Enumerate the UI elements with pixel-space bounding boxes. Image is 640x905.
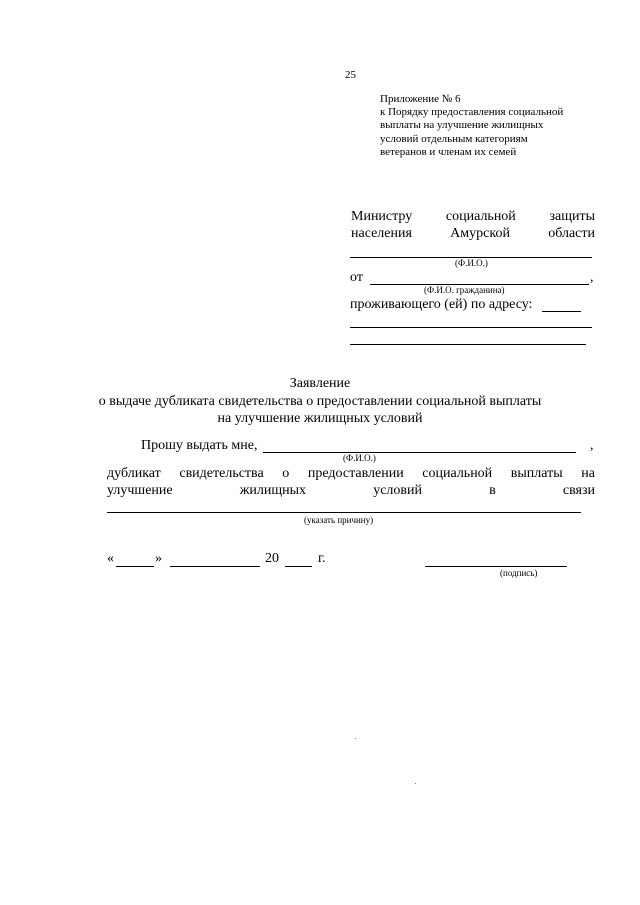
appendix-line: выплаты на улучшение жилищных — [380, 119, 544, 132]
appendix-line: ветеранов и членам их семей — [380, 145, 517, 158]
scan-speck — [415, 783, 416, 784]
body-word: свидетельства — [179, 466, 264, 481]
body-row-1 — [107, 466, 595, 482]
document-title: Заявление — [289, 376, 351, 391]
residing-label: проживающего (ей) по адресу: — [350, 297, 533, 312]
date-day-line[interactable] — [116, 566, 154, 567]
addressee-fio-caption: (Ф.И.О.) — [455, 258, 488, 268]
body-word: условий — [373, 483, 422, 498]
citizen-fio-caption: (Ф.И.О. гражданина) — [424, 285, 505, 295]
addressee-word: населения — [351, 226, 412, 241]
from-comma: , — [590, 270, 594, 285]
request-comma: , — [590, 438, 594, 453]
addressee-word: области — [548, 226, 595, 241]
scan-speck — [355, 738, 356, 739]
appendix-note — [380, 93, 610, 159]
appendix-line: к Порядку предоставления социальной — [380, 106, 564, 119]
addressee-word: Амурской — [450, 226, 510, 241]
addressee-word: Министру — [351, 209, 413, 224]
date-year-prefix: 20 — [265, 551, 279, 566]
request-label: Прошу выдать мне, — [141, 438, 258, 453]
body-word: выплаты — [510, 466, 563, 481]
addressee-word: защиты — [549, 209, 595, 224]
appendix-line: Приложение № 6 — [380, 93, 461, 105]
body-word: на — [581, 466, 595, 481]
date-year-line[interactable] — [285, 566, 312, 567]
page-number: 25 — [345, 69, 356, 81]
address-line-2[interactable] — [350, 327, 592, 328]
addressee-line-1 — [351, 208, 595, 225]
address-line-3[interactable] — [350, 344, 586, 345]
date-month-line[interactable] — [170, 566, 260, 567]
date-quote-open: « — [107, 551, 114, 566]
body-word: о — [282, 466, 290, 481]
addressee-word: социальной — [445, 209, 516, 224]
signature-caption: (подпись) — [500, 568, 538, 578]
body-word: предоставлении — [307, 466, 404, 481]
recipient-fio-caption: (Ф.И.О.) — [343, 453, 376, 463]
signature-line[interactable] — [425, 566, 567, 567]
body-word: улучшение — [107, 483, 173, 498]
document-subtitle-line-1: о выдаче дубликата свидетельства о предоставлении социальной выплаты — [98, 394, 542, 409]
body-word: связи — [562, 483, 595, 498]
body-word: социальной — [422, 466, 493, 481]
date-quote-close: » — [155, 551, 162, 566]
addressee-block — [351, 208, 595, 242]
body-word: в — [489, 483, 496, 498]
addressee-line-2 — [351, 225, 595, 242]
document-subtitle-line-2: на улучшение жилищных условий — [217, 411, 423, 426]
date-year-suffix: г. — [318, 551, 326, 566]
body-word: жилищных — [239, 483, 307, 498]
body-word: дубликат — [107, 466, 161, 481]
appendix-line: условий отдельным категориям — [380, 132, 528, 145]
body-row-2 — [107, 483, 595, 499]
recipient-fio-line[interactable] — [263, 452, 576, 453]
reason-line[interactable] — [107, 512, 581, 513]
from-label: от — [350, 270, 363, 285]
reason-caption: (указать причину) — [304, 515, 374, 525]
address-line-1[interactable] — [542, 311, 581, 312]
